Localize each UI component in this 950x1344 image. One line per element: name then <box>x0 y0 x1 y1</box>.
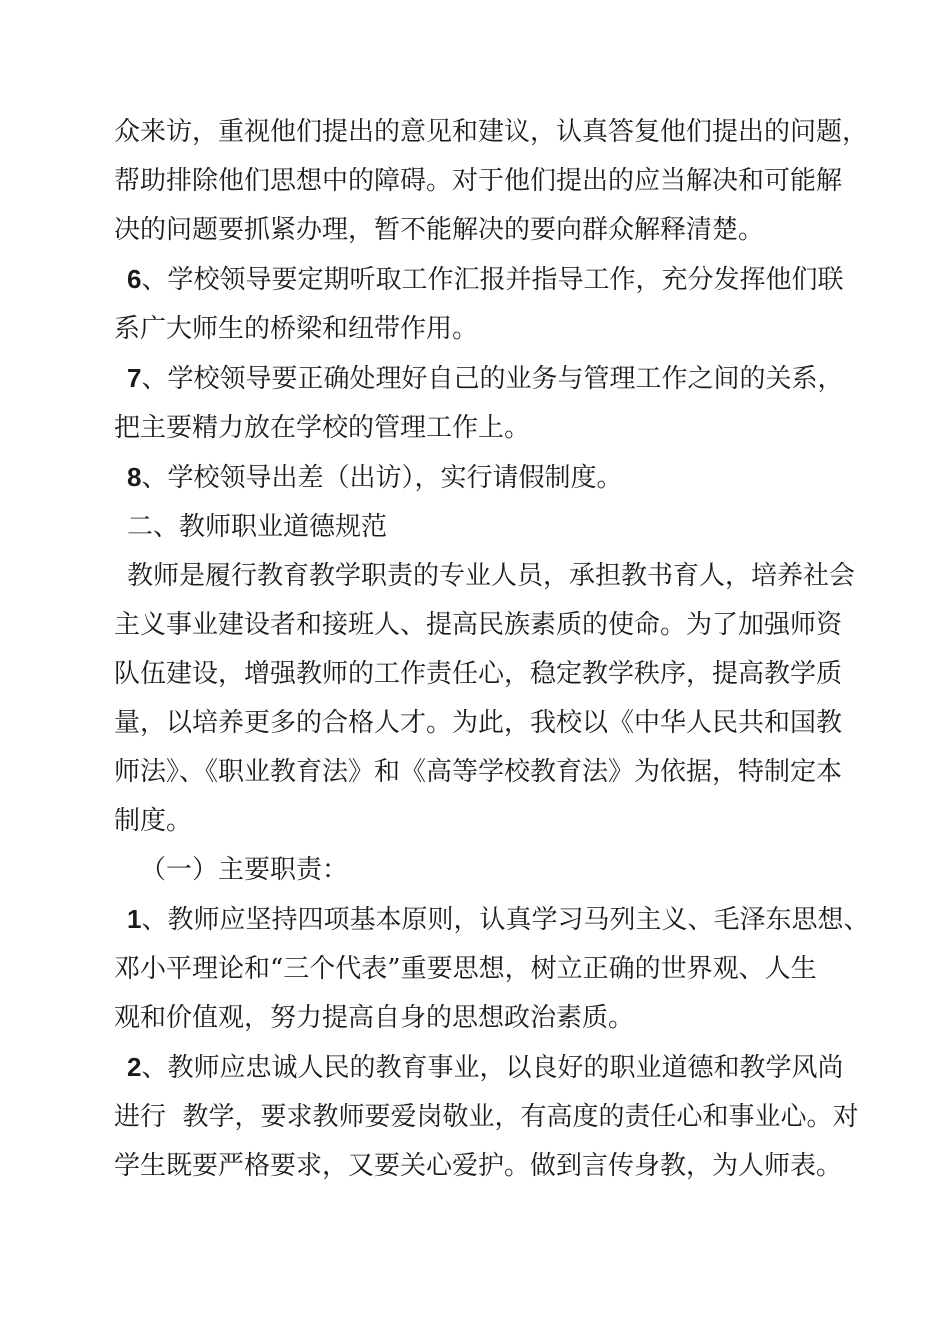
subsection-heading: （一）主要职责： <box>140 855 349 885</box>
paragraph-line: 队伍建设，增强教师的工作责任心，稳定教学秩序，提高教学质 <box>114 659 843 689</box>
paragraph-line: 决的问题要抓紧办理，暂不能解决的要向群众解释清楚。 <box>114 215 765 245</box>
paragraph-line: 师法》、《职业教育法》和《高等学校教育法》为依据，特制定本 <box>114 757 843 787</box>
section-heading: 二、教师职业道德规范 <box>127 512 388 542</box>
item-text: 、学校领导要正确处理好自己的业务与管理工作之间的关系， <box>141 364 844 394</box>
item-number: 7 <box>127 363 142 393</box>
paragraph-line: 系广大师生的桥梁和纽带作用。 <box>114 314 479 344</box>
paragraph-line: 邓小平理论和“三个代表”重要思想，树立正确的世界观、人生 <box>114 954 817 984</box>
item-number: 1 <box>127 904 142 934</box>
paragraph-line: 教师是履行教育教学职责的专业人员，承担教书育人，培养社会 <box>127 561 856 591</box>
duty-item-2 <box>114 1043 844 1093</box>
paragraph-line: 学生既要严格要求，又要关心爱护。做到言传身教，为人师表。 <box>114 1151 843 1181</box>
paragraph-line: 观和价值观，努力提高自身的思想政治素质。 <box>114 1003 635 1033</box>
paragraph-line: 量，以培养更多的合格人才。为此，我校以《中华人民共和国教 <box>114 708 843 738</box>
paragraph-line: 制度。 <box>114 806 193 836</box>
item-number: 2 <box>127 1052 142 1082</box>
paragraph-line: 帮助排除他们思想中的障碍。对于他们提出的应当解决和可能解 <box>114 166 843 196</box>
document-body <box>114 108 870 1191</box>
paragraph-line: 进行 教学，要求教师要爱岗敬业，有高度的责任心和事业心。对 <box>114 1102 859 1132</box>
list-item-8 <box>114 453 839 503</box>
paragraph-line: 把主要精力放在学校的管理工作上。 <box>114 413 531 443</box>
duty-item-1 <box>114 895 870 945</box>
item-number: 8 <box>127 462 142 492</box>
item-text: 、学校领导出差（出访），实行请假制度。 <box>141 463 623 493</box>
paragraph-line: 众来访，重视他们提出的意见和建议，认真答复他们提出的问题， <box>114 117 869 147</box>
item-number: 6 <box>127 264 142 294</box>
paragraph-line: 主义事业建设者和接班人、提高民族素质的使命。为了加强师资 <box>114 610 843 640</box>
list-item-7 <box>114 354 844 404</box>
item-text: 、教师应坚持四项基本原则，认真学习马列主义、毛泽东思想、 <box>141 905 870 935</box>
item-text: 、学校领导要定期听取工作汇报并指导工作，充分发挥他们联 <box>141 265 844 295</box>
item-text: 、教师应忠诚人民的教育事业，以良好的职业道德和教学风尚 <box>141 1053 844 1083</box>
list-item-6 <box>114 255 844 305</box>
